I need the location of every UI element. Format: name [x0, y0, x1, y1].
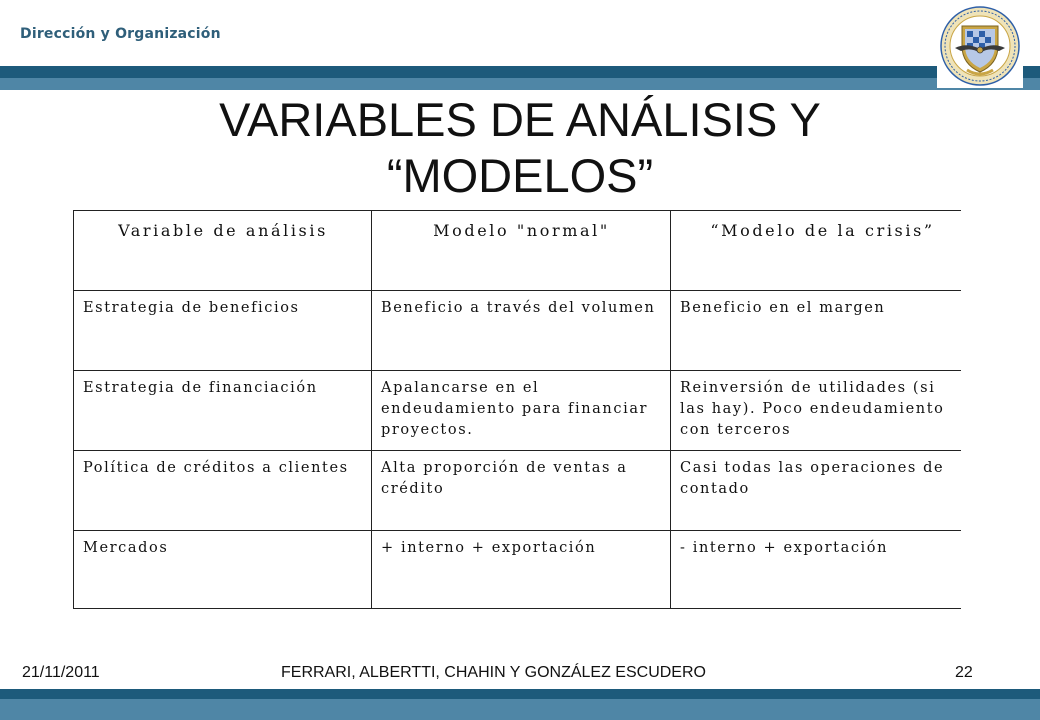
- table-cell: Beneficio en el margen: [671, 291, 962, 371]
- table-cell: Mercados: [74, 531, 372, 609]
- footer-authors: FERRARI, ALBERTTI, CHAHIN Y GONZÁLEZ ESCUDERO: [281, 664, 706, 681]
- table-cell: + interno + exportación: [372, 531, 671, 609]
- table-row: [74, 531, 962, 609]
- table-cell: - interno + exportación: [671, 531, 962, 609]
- table-cell: Alta proporción de ventas a crédito: [372, 451, 671, 531]
- slide-title: [100, 92, 940, 204]
- bottom-band-dark: [0, 689, 1040, 699]
- table-cell: Beneficio a través del volumen: [372, 291, 671, 371]
- table-row: [74, 291, 962, 371]
- table-cell: Estrategia de beneficios: [74, 291, 372, 371]
- table-header-row: [74, 211, 962, 291]
- table-cell: Apalancarse en el endeudamiento para financiar proyectos.: [372, 371, 671, 451]
- top-band-light: [0, 78, 1040, 90]
- comparison-table-container: [73, 210, 961, 610]
- table-cell: Estrategia de financiación: [74, 371, 372, 451]
- top-band-dark: [0, 66, 1040, 78]
- slide-title-line2: “MODELOS”: [386, 149, 654, 202]
- footer-date: 21/11/2011: [22, 664, 100, 681]
- header-label: Dirección y Organización: [20, 26, 221, 42]
- comparison-table: [73, 210, 961, 609]
- institution-seal-icon: [937, 4, 1023, 88]
- table-header-cell: Modelo "normal": [372, 211, 671, 291]
- footer-page-number: 22: [955, 664, 973, 681]
- slide-title-line1: VARIABLES DE ANÁLISIS Y: [219, 93, 821, 146]
- table-cell: Reinversión de utilidades (si las hay). Poco endeudamiento con terceros: [671, 371, 962, 451]
- table-row: [74, 371, 962, 451]
- table-header-cell: “Modelo de la crisis”: [671, 211, 962, 291]
- bottom-band-light: [0, 699, 1040, 720]
- table-cell: Política de créditos a clientes: [74, 451, 372, 531]
- table-row: [74, 451, 962, 531]
- table-header-cell: Variable de análisis: [74, 211, 372, 291]
- table-cell: Casi todas las operaciones de contado: [671, 451, 962, 531]
